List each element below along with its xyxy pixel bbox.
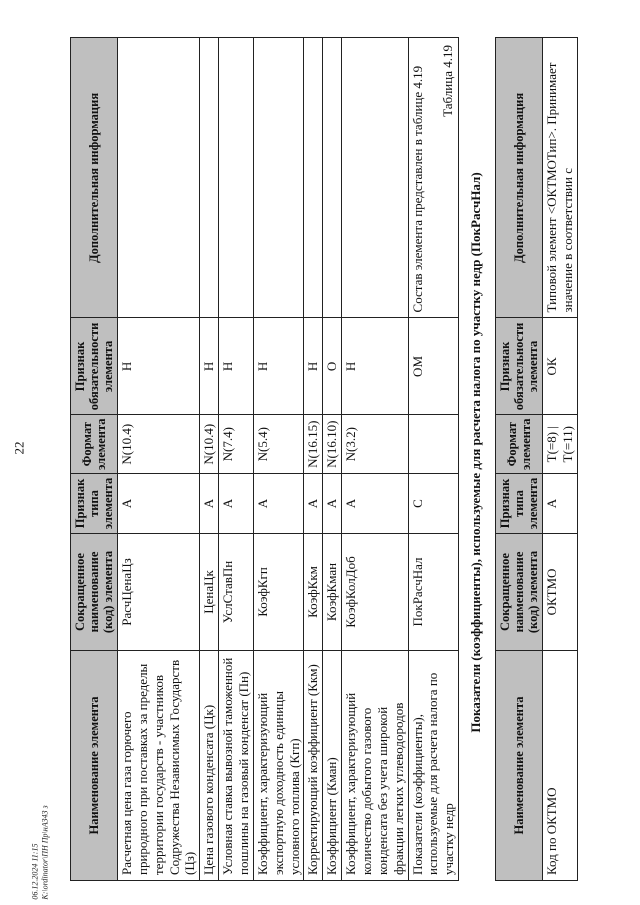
cell-name: Коэффициент, характеризующий количество добытого газового конденсата без учета широкой фракции легких углеводородов <box>342 651 408 881</box>
cell-info <box>323 38 342 318</box>
cell-type: А <box>304 474 323 534</box>
header-cell: Сокращенное наименование (код) элемента <box>71 534 118 651</box>
footer-date: 06.12.2024 11:15 <box>30 843 40 900</box>
table-row <box>219 38 254 881</box>
cell-code: УслСтавПн <box>219 534 254 651</box>
cell-format: T(=8) | T(=11) <box>543 415 578 474</box>
cell-info <box>342 38 408 318</box>
cell-format: N(5.4) <box>253 415 304 474</box>
cell-code: КоэфКкм <box>304 534 323 651</box>
header-cell: Дополнительная информация <box>496 38 543 318</box>
cell-required: ОМ <box>408 318 459 415</box>
cell-code: КоэфКгп <box>253 534 304 651</box>
cell-name: Коэффициент, характеризующий экспортную доходность единицы условного топлива (Кгп) <box>253 651 304 881</box>
header-cell: Дополнительная информация <box>71 38 118 318</box>
cell-required: ОК <box>543 318 578 415</box>
cell-type: С <box>408 474 459 534</box>
cell-info <box>118 38 200 318</box>
cell-name: Показатели (коэффициенты), используемые для расчета налога по участку недр <box>408 651 459 881</box>
table-row <box>200 38 219 881</box>
cell-code: ОКТМО <box>543 534 578 651</box>
cell-required: Н <box>200 318 219 415</box>
cell-format: N(3.2) <box>342 415 408 474</box>
cell-name: Корректирующий коэффициент (Ккм) <box>304 651 323 881</box>
header-cell: Наименование элемента <box>496 651 543 881</box>
cell-code: ПокРасчНал <box>408 534 459 651</box>
cell-type: А <box>543 474 578 534</box>
cell-required: О <box>323 318 342 415</box>
cell-required: Н <box>304 318 323 415</box>
cell-required: Н <box>118 318 200 415</box>
cell-required: Н <box>253 318 304 415</box>
cell-name: Расчетная цена газа горючего природного при поставках за пределы территории государств - участников Содружества Независимых Государств (Цз) <box>118 651 200 881</box>
header-cell: Признак типа элемента <box>496 474 543 534</box>
header-cell: Сокращенное наименование (код) элемента <box>496 534 543 651</box>
header-cell: Наименование элемента <box>71 651 118 881</box>
cell-info <box>200 38 219 318</box>
cell-info <box>304 38 323 318</box>
cell-code: КоэфКолДоб <box>342 534 408 651</box>
cell-info: Типовой элемент <ОКТМОТип>. Принимает значение в соответствии с <box>543 38 578 318</box>
table-header-row <box>496 38 543 881</box>
table-row <box>342 38 408 881</box>
cell-format: N(7.4) <box>219 415 254 474</box>
header-cell: Признак обязательности элемента <box>496 318 543 415</box>
cell-format: N(10.4) <box>118 415 200 474</box>
cell-required: Н <box>219 318 254 415</box>
cell-info <box>253 38 304 318</box>
cell-info <box>219 38 254 318</box>
cell-name: Условная ставка вывозной таможенной пошлины на газовый конденсат (Пн) <box>219 651 254 881</box>
elements-table <box>70 37 459 881</box>
header-cell: Формат элемента <box>496 415 543 474</box>
table-label: Таблица 4.19 <box>440 45 455 117</box>
table-header-row <box>71 38 118 881</box>
cell-name: Цена газового конденсата (Цк) <box>200 651 219 881</box>
cell-type: А <box>118 474 200 534</box>
cell-type: А <box>342 474 408 534</box>
indicators-table <box>495 37 578 881</box>
cell-code: ЦенаЦк <box>200 534 219 651</box>
cell-name: Коэффициент (Кман) <box>323 651 342 881</box>
page-number: 22 <box>11 441 27 455</box>
cell-type: А <box>200 474 219 534</box>
cell-type: А <box>323 474 342 534</box>
header-cell: Признак обязательности элемента <box>71 318 118 415</box>
table-row <box>118 38 200 881</box>
cell-name: Код по ОКТМО <box>543 651 578 881</box>
header-cell: Формат элемента <box>71 415 118 474</box>
cell-type: А <box>253 474 304 534</box>
cell-format: N(16.10) <box>323 415 342 474</box>
table-row <box>253 38 304 881</box>
table-row <box>543 38 578 881</box>
cell-type: А <box>219 474 254 534</box>
cell-info: Состав элемента представлен в таблице 4.19 <box>408 38 459 318</box>
cell-required: Н <box>342 318 408 415</box>
footer-path: К:\ordinator\ПН Пр\нАЗ43 з <box>40 805 49 900</box>
table-row <box>304 38 323 881</box>
cell-code: РасчЦенаЦз <box>118 534 200 651</box>
cell-format: N(16.15) <box>304 415 323 474</box>
section-subtitle: Показатели (коэффициенты), используемые для расчета налога по участку недр (ПокРасчНал) <box>468 172 483 733</box>
cell-code: КоэфКман <box>323 534 342 651</box>
header-cell: Признак типа элемента <box>71 474 118 534</box>
table-row <box>323 38 342 881</box>
cell-format: N(10.4) <box>200 415 219 474</box>
